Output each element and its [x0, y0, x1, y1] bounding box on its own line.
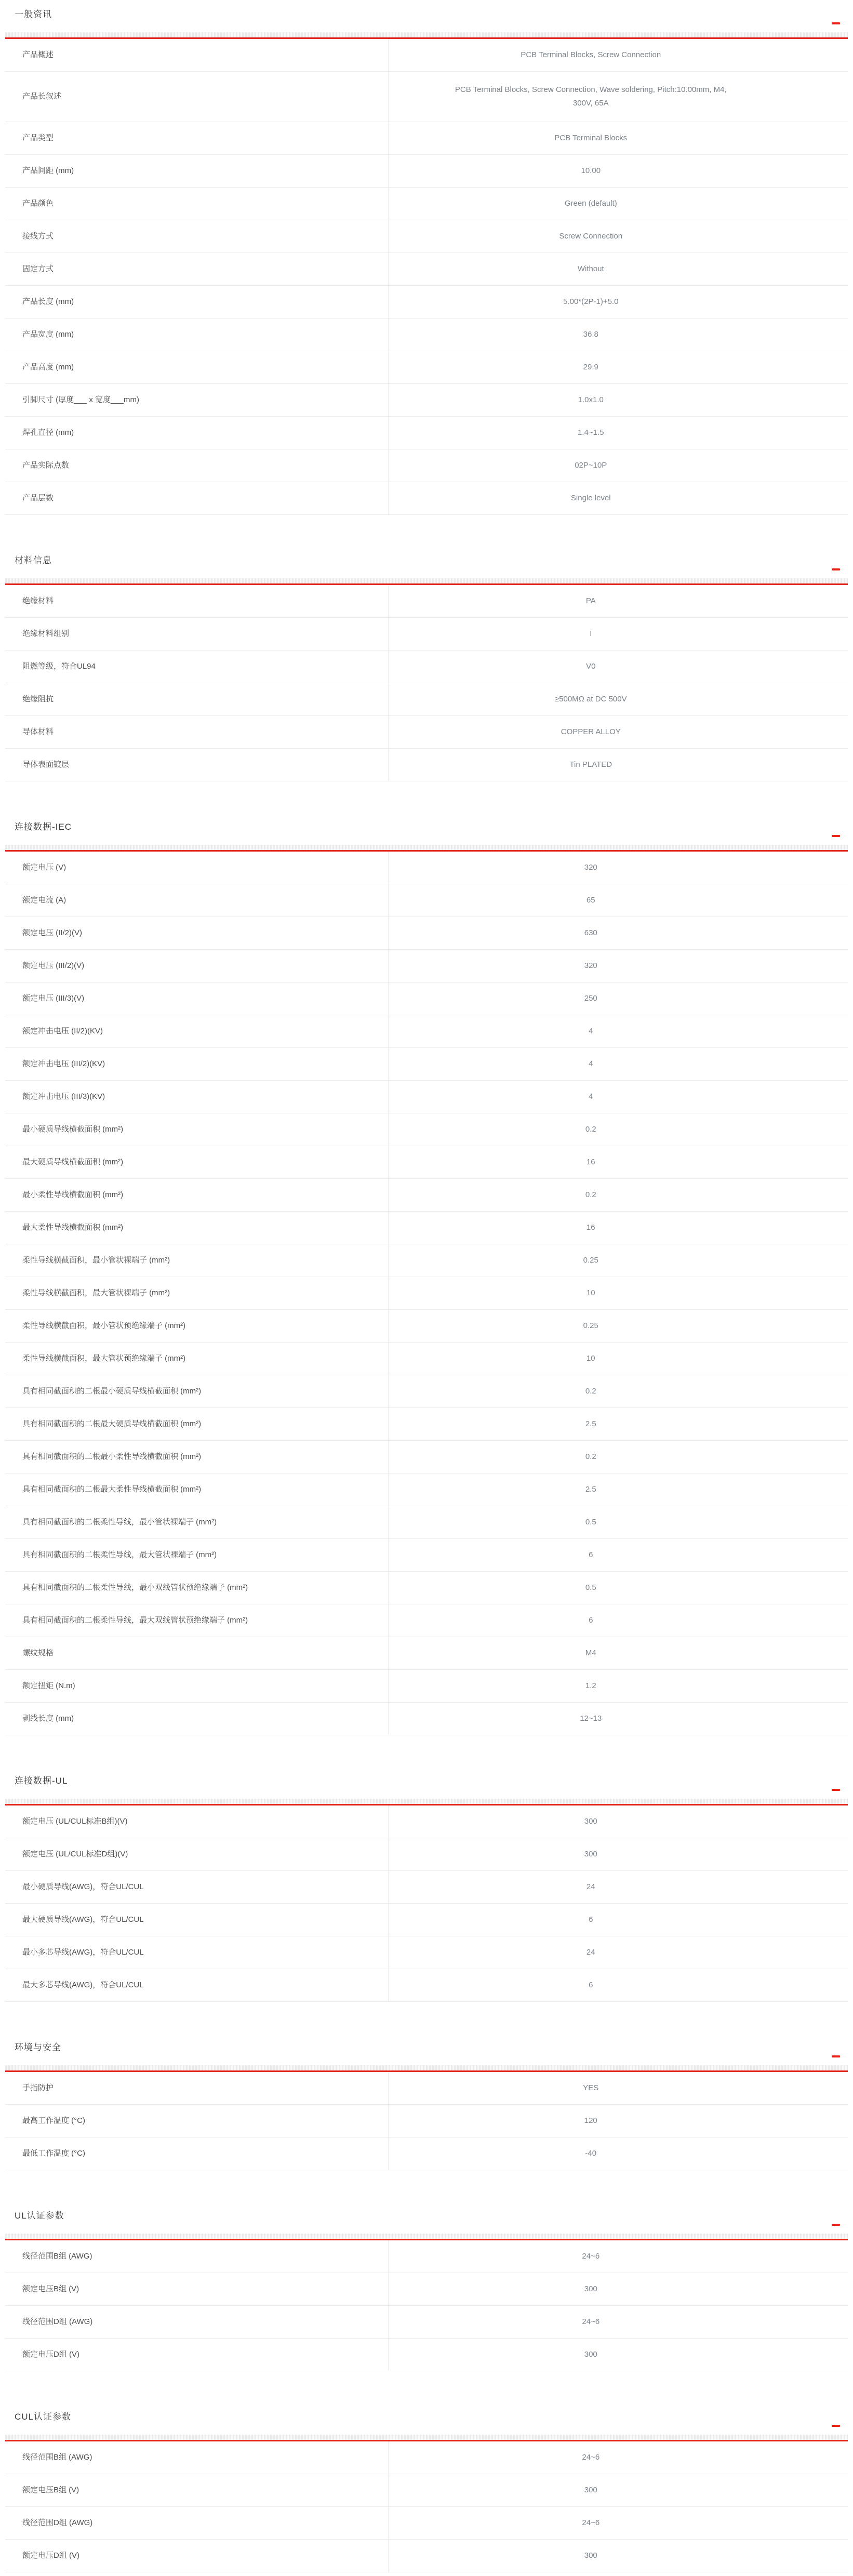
row-value: ≥500MΩ at DC 500V	[554, 695, 627, 703]
row-label: 绝缘阻抗	[5, 683, 389, 715]
row-spacer	[793, 482, 848, 514]
row-spacer	[793, 1343, 848, 1375]
row-label: 具有相同截面积的二根柔性导线，最小管状裸端子 (mm²)	[5, 1506, 389, 1538]
stripe-texture-band	[5, 2435, 848, 2440]
table-row	[5, 1113, 848, 1146]
row-value: 1.2	[585, 1681, 596, 1690]
row-label: 产品长度 (mm)	[5, 286, 389, 318]
row-label: 具有相同截面积的二根柔性导线，最小双线管状预绝缘端子 (mm²)	[5, 1572, 389, 1604]
row-value: 4	[589, 1092, 593, 1101]
table-row	[5, 2306, 848, 2339]
row-label: 产品实际点数	[5, 449, 389, 482]
row-label: 具有相同截面积的二根柔性导线，最大双线管状预绝缘端子 (mm²)	[5, 1604, 389, 1637]
table-row	[5, 917, 848, 950]
row-label: 产品长叙述	[5, 72, 389, 122]
row-spacer	[793, 852, 848, 884]
section-header	[5, 2041, 848, 2065]
row-label: 绝缘材料	[5, 585, 389, 617]
row-value: Screw Connection	[559, 232, 623, 241]
spec-section	[5, 8, 848, 515]
table-row	[5, 1506, 848, 1539]
row-spacer	[793, 384, 848, 416]
row-value: 300	[584, 2285, 597, 2293]
table-row	[5, 39, 848, 72]
row-label: 线径范围D组 (AWG)	[5, 2507, 389, 2539]
row-spacer	[793, 2306, 848, 2338]
row-label: 柔性导线横截面积，最小管状裸端子 (mm²)	[5, 1244, 389, 1277]
section-header	[5, 821, 848, 845]
row-label: 最小硬质导线(AWG)，符合UL/CUL	[5, 1871, 389, 1903]
row-spacer	[793, 220, 848, 253]
section-title: CUL认证参数	[15, 2412, 72, 2422]
table-row	[5, 683, 848, 716]
stripe-texture-band	[5, 2234, 848, 2239]
table-row	[5, 1146, 848, 1179]
row-label: 产品类型	[5, 122, 389, 154]
table-row	[5, 1343, 848, 1375]
row-spacer	[793, 1637, 848, 1669]
row-label: 引脚尺寸 (厚度___ x 宽度___mm)	[5, 384, 389, 416]
row-value: 0.2	[585, 1452, 596, 1461]
section-header	[5, 2411, 848, 2435]
row-spacer	[793, 2105, 848, 2137]
row-value: Single level	[570, 494, 611, 502]
spec-table	[5, 2441, 848, 2572]
row-label: 最大硬质导线(AWG)，符合UL/CUL	[5, 1904, 389, 1936]
row-spacer	[793, 1212, 848, 1244]
row-value: 1.0x1.0	[578, 395, 604, 404]
spec-table	[5, 39, 848, 515]
row-value: 300	[584, 1817, 597, 1826]
collapse-minus-icon[interactable]	[832, 1789, 840, 1791]
row-spacer	[793, 1310, 848, 1342]
table-row	[5, 351, 848, 384]
table-row	[5, 220, 848, 253]
table-row	[5, 1473, 848, 1506]
table-row	[5, 1703, 848, 1735]
table-row	[5, 1081, 848, 1113]
row-label: 额定冲击电压 (III/2)(KV)	[5, 1048, 389, 1080]
row-spacer	[793, 1936, 848, 1969]
row-value: 6	[589, 1616, 593, 1625]
table-row	[5, 618, 848, 650]
row-spacer	[793, 716, 848, 748]
row-value: Tin PLATED	[569, 760, 612, 769]
row-label: 额定电压 (III/3)(V)	[5, 982, 389, 1015]
table-row	[5, 1539, 848, 1572]
row-value: 24	[586, 1882, 595, 1891]
row-spacer	[793, 1805, 848, 1838]
row-spacer	[793, 2240, 848, 2273]
row-value: 10	[586, 1289, 595, 1297]
table-row	[5, 1805, 848, 1838]
table-row	[5, 1604, 848, 1637]
row-value: 65	[586, 896, 595, 905]
row-spacer	[793, 286, 848, 318]
row-label: 具有相同截面积的二根柔性导线，最大管状裸端子 (mm²)	[5, 1539, 389, 1571]
row-spacer	[793, 1146, 848, 1178]
row-value: V0	[586, 662, 596, 671]
row-value: 10	[586, 1354, 595, 1363]
row-value: 0.25	[583, 1256, 598, 1265]
row-spacer	[793, 351, 848, 383]
row-label: 额定电压D组 (V)	[5, 2339, 389, 2371]
row-label: 手指防护	[5, 2072, 389, 2104]
table-row	[5, 482, 848, 515]
collapse-minus-icon[interactable]	[832, 568, 840, 570]
section-header	[5, 8, 848, 32]
table-row	[5, 1572, 848, 1604]
table-row	[5, 1408, 848, 1441]
table-row	[5, 585, 848, 618]
table-row	[5, 1048, 848, 1081]
row-label: 最小柔性导线横截面积 (mm²)	[5, 1179, 389, 1211]
row-label: 产品层数	[5, 482, 389, 514]
row-spacer	[793, 253, 848, 285]
row-value: 36.8	[583, 330, 598, 339]
table-row	[5, 716, 848, 749]
spec-section	[5, 2041, 848, 2170]
spec-table	[5, 2240, 848, 2371]
row-value: 300	[584, 2551, 597, 2560]
row-value: 300	[584, 2486, 597, 2494]
row-spacer	[793, 1179, 848, 1211]
section-header	[5, 2210, 848, 2234]
row-label: 柔性导线横截面积，最大管状预绝缘端子 (mm²)	[5, 1343, 389, 1375]
row-spacer	[793, 618, 848, 650]
row-spacer	[793, 2540, 848, 2572]
row-spacer	[793, 2137, 848, 2170]
row-label: 额定电压D组 (V)	[5, 2540, 389, 2572]
row-value: 1.4~1.5	[578, 428, 604, 437]
spec-table	[5, 2072, 848, 2170]
table-row	[5, 72, 848, 122]
table-row	[5, 2441, 848, 2474]
row-spacer	[793, 1506, 848, 1538]
product-spec-page	[5, 0, 848, 2576]
collapse-minus-icon[interactable]	[832, 2425, 840, 2427]
row-spacer	[793, 449, 848, 482]
row-spacer	[793, 683, 848, 715]
row-spacer	[793, 2072, 848, 2104]
row-spacer	[793, 2273, 848, 2305]
row-label: 最大柔性导线横截面积 (mm²)	[5, 1212, 389, 1244]
row-spacer	[793, 1473, 848, 1506]
table-row	[5, 2072, 848, 2105]
collapse-minus-icon[interactable]	[832, 2055, 840, 2057]
row-label: 具有相同截面积的二根最小柔性导线横截面积 (mm²)	[5, 1441, 389, 1473]
table-row	[5, 950, 848, 982]
row-label: 焊孔直径 (mm)	[5, 417, 389, 449]
row-spacer	[793, 1441, 848, 1473]
row-spacer	[793, 2507, 848, 2539]
spec-section	[5, 2411, 848, 2572]
row-spacer	[793, 917, 848, 949]
stripe-texture-band	[5, 2065, 848, 2070]
row-label: 导体材料	[5, 716, 389, 748]
spec-section	[5, 2210, 848, 2371]
row-value: 10.00	[581, 166, 601, 175]
table-row	[5, 2507, 848, 2540]
row-label: 产品高度 (mm)	[5, 351, 389, 383]
table-row	[5, 384, 848, 417]
section-title: UL认证参数	[15, 2211, 64, 2221]
row-label: 最高工作温度 (°C)	[5, 2105, 389, 2137]
row-label: 柔性导线横截面积，最大管状裸端子 (mm²)	[5, 1277, 389, 1309]
row-spacer	[793, 1277, 848, 1309]
row-value: PCB Terminal Blocks, Screw Connection, Wave soldering, Pitch:10.00mm, M4, 300V, 65A	[455, 85, 727, 108]
row-value: 0.2	[585, 1387, 596, 1396]
table-row	[5, 1871, 848, 1904]
row-value: 2.5	[585, 1419, 596, 1428]
section-title: 环境与安全	[15, 2042, 61, 2052]
row-value: 4	[589, 1059, 593, 1068]
table-row	[5, 122, 848, 155]
spec-table	[5, 1805, 848, 2002]
table-row	[5, 1969, 848, 2002]
row-value: 24~6	[582, 2518, 600, 2527]
table-row	[5, 982, 848, 1015]
row-label: 具有相同截面积的二根最大硬质导线横截面积 (mm²)	[5, 1408, 389, 1440]
table-row	[5, 1212, 848, 1244]
table-row	[5, 318, 848, 351]
collapse-minus-icon[interactable]	[832, 835, 840, 837]
row-label: 额定电压B组 (V)	[5, 2273, 389, 2305]
stripe-texture-band	[5, 578, 848, 583]
row-label: 最小多芯导线(AWG)，符合UL/CUL	[5, 1936, 389, 1969]
row-value: 320	[584, 961, 597, 970]
row-label: 最大多芯导线(AWG)，符合UL/CUL	[5, 1969, 389, 2001]
table-row	[5, 188, 848, 220]
row-spacer	[793, 950, 848, 982]
row-spacer	[793, 585, 848, 617]
row-value: 29.9	[583, 363, 598, 371]
row-value: 16	[586, 1223, 595, 1232]
row-label: 产品宽度 (mm)	[5, 318, 389, 351]
row-spacer	[793, 1604, 848, 1637]
table-row	[5, 1375, 848, 1408]
section-header	[5, 554, 848, 578]
row-label: 具有相同截面积的二根最小硬质导线横截面积 (mm²)	[5, 1375, 389, 1407]
row-value: 250	[584, 994, 597, 1003]
table-row	[5, 1277, 848, 1310]
table-row	[5, 253, 848, 286]
table-row	[5, 1670, 848, 1703]
stripe-texture-band	[5, 32, 848, 37]
row-spacer	[793, 2339, 848, 2371]
row-value: I	[590, 629, 592, 638]
table-row	[5, 1441, 848, 1473]
row-spacer	[793, 1244, 848, 1277]
row-label: 线径范围D组 (AWG)	[5, 2306, 389, 2338]
row-label: 额定电压 (II/2)(V)	[5, 917, 389, 949]
row-spacer	[793, 417, 848, 449]
row-value: 5.00*(2P-1)+5.0	[563, 297, 619, 306]
row-value: 02P~10P	[575, 461, 607, 470]
row-label: 额定电压 (V)	[5, 852, 389, 884]
row-value: 4	[589, 1027, 593, 1035]
spec-section	[5, 1775, 848, 2002]
spec-section	[5, 821, 848, 1735]
row-label: 绝缘材料组别	[5, 618, 389, 650]
table-row	[5, 1179, 848, 1212]
row-label: 螺纹规格	[5, 1637, 389, 1669]
row-label: 产品颜色	[5, 188, 389, 220]
row-spacer	[793, 72, 848, 122]
row-spacer	[793, 1969, 848, 2001]
table-row	[5, 1936, 848, 1969]
table-row	[5, 2137, 848, 2170]
row-spacer	[793, 1904, 848, 1936]
row-spacer	[793, 2474, 848, 2506]
row-value: 24	[586, 1948, 595, 1957]
collapse-minus-icon[interactable]	[832, 2224, 840, 2226]
row-spacer	[793, 650, 848, 683]
row-label: 最低工作温度 (°C)	[5, 2137, 389, 2170]
row-value: 300	[584, 1850, 597, 1858]
row-label: 剥线长度 (mm)	[5, 1703, 389, 1735]
row-spacer	[793, 1703, 848, 1735]
row-spacer	[793, 1871, 848, 1903]
row-value: 320	[584, 863, 597, 872]
row-label: 额定电压 (UL/CUL标准D组)(V)	[5, 1838, 389, 1870]
table-row	[5, 417, 848, 449]
row-label: 额定电压B组 (V)	[5, 2474, 389, 2506]
stripe-texture-band	[5, 845, 848, 850]
table-row	[5, 1244, 848, 1277]
row-label: 额定电压 (III/2)(V)	[5, 950, 389, 982]
table-row	[5, 2339, 848, 2371]
row-label: 额定电压 (UL/CUL标准B组)(V)	[5, 1805, 389, 1838]
row-value: 24~6	[582, 2453, 600, 2462]
row-value: Green (default)	[564, 199, 617, 208]
collapse-minus-icon[interactable]	[832, 22, 840, 24]
row-label: 额定电流 (A)	[5, 884, 389, 917]
row-value: YES	[583, 2083, 599, 2092]
row-label: 柔性导线横截面积，最小管状预绝缘端子 (mm²)	[5, 1310, 389, 1342]
table-row	[5, 2240, 848, 2273]
table-row	[5, 749, 848, 781]
row-value: 2.5	[585, 1485, 596, 1494]
row-spacer	[793, 884, 848, 917]
row-label: 接线方式	[5, 220, 389, 253]
row-label: 导体表面镀层	[5, 749, 389, 781]
spec-table	[5, 852, 848, 1735]
row-spacer	[793, 188, 848, 220]
table-row	[5, 449, 848, 482]
table-row	[5, 1015, 848, 1048]
row-label: 最大硬质导线横截面积 (mm²)	[5, 1146, 389, 1178]
row-value: 24~6	[582, 2317, 600, 2326]
row-label: 额定扭矩 (N.m)	[5, 1670, 389, 1702]
row-spacer	[793, 1838, 848, 1870]
row-spacer	[793, 749, 848, 781]
table-row	[5, 286, 848, 318]
stripe-texture-band	[5, 1799, 848, 1804]
row-label: 产品概述	[5, 39, 389, 71]
row-value: 0.2	[585, 1125, 596, 1134]
row-spacer	[793, 39, 848, 71]
row-label: 阻燃等级，符合UL94	[5, 650, 389, 683]
row-label: 额定冲击电压 (III/3)(KV)	[5, 1081, 389, 1113]
spec-section	[5, 554, 848, 781]
table-row	[5, 852, 848, 884]
row-value: 6	[589, 1550, 593, 1559]
row-spacer	[793, 318, 848, 351]
row-label: 最小硬质导线横截面积 (mm²)	[5, 1113, 389, 1146]
row-spacer	[793, 155, 848, 187]
row-value: 16	[586, 1158, 595, 1166]
row-value: Without	[577, 264, 604, 273]
spec-table	[5, 585, 848, 781]
row-value: 0.2	[585, 1190, 596, 1199]
table-row	[5, 2540, 848, 2572]
row-spacer	[793, 1081, 848, 1113]
row-spacer	[793, 2441, 848, 2474]
row-spacer	[793, 1015, 848, 1047]
table-row	[5, 1838, 848, 1871]
row-spacer	[793, 1113, 848, 1146]
row-value: 0.5	[585, 1583, 596, 1592]
row-label: 额定冲击电压 (II/2)(KV)	[5, 1015, 389, 1047]
row-spacer	[793, 982, 848, 1015]
row-value: PA	[585, 596, 596, 605]
row-value: 300	[584, 2350, 597, 2359]
table-row	[5, 650, 848, 683]
row-value: 0.5	[585, 1518, 596, 1526]
row-value: 6	[589, 1981, 593, 1989]
row-label: 具有相同截面积的二根最大柔性导线横截面积 (mm²)	[5, 1473, 389, 1506]
table-row	[5, 1310, 848, 1343]
row-value: 6	[589, 1915, 593, 1924]
row-spacer	[793, 1048, 848, 1080]
row-label: 产品间距 (mm)	[5, 155, 389, 187]
row-spacer	[793, 1572, 848, 1604]
row-value: -40	[585, 2149, 597, 2158]
row-spacer	[793, 1539, 848, 1571]
section-title: 连接数据-IEC	[15, 822, 72, 832]
row-value: 630	[584, 928, 597, 937]
table-row	[5, 2474, 848, 2507]
row-label: 线径范围B组 (AWG)	[5, 2441, 389, 2474]
table-row	[5, 155, 848, 188]
table-row	[5, 1904, 848, 1936]
row-value: PCB Terminal Blocks	[554, 134, 628, 142]
row-value: 0.25	[583, 1321, 598, 1330]
table-row	[5, 2105, 848, 2137]
table-row	[5, 2273, 848, 2306]
row-value: M4	[585, 1649, 596, 1657]
table-row	[5, 884, 848, 917]
section-title: 连接数据-UL	[15, 1776, 68, 1786]
row-spacer	[793, 1375, 848, 1407]
row-value: 120	[584, 2116, 597, 2125]
section-title: 材料信息	[15, 555, 52, 565]
row-value: 12~13	[580, 1714, 602, 1723]
section-title: 一般资讯	[15, 9, 52, 19]
row-value: 24~6	[582, 2252, 600, 2261]
row-label: 线径范围B组 (AWG)	[5, 2240, 389, 2273]
row-spacer	[793, 122, 848, 154]
row-value: PCB Terminal Blocks, Screw Connection	[521, 50, 661, 59]
section-header	[5, 1775, 848, 1799]
table-row	[5, 1637, 848, 1670]
row-value: COPPER ALLOY	[561, 727, 621, 736]
row-spacer	[793, 1670, 848, 1702]
row-label: 固定方式	[5, 253, 389, 285]
row-spacer	[793, 1408, 848, 1440]
